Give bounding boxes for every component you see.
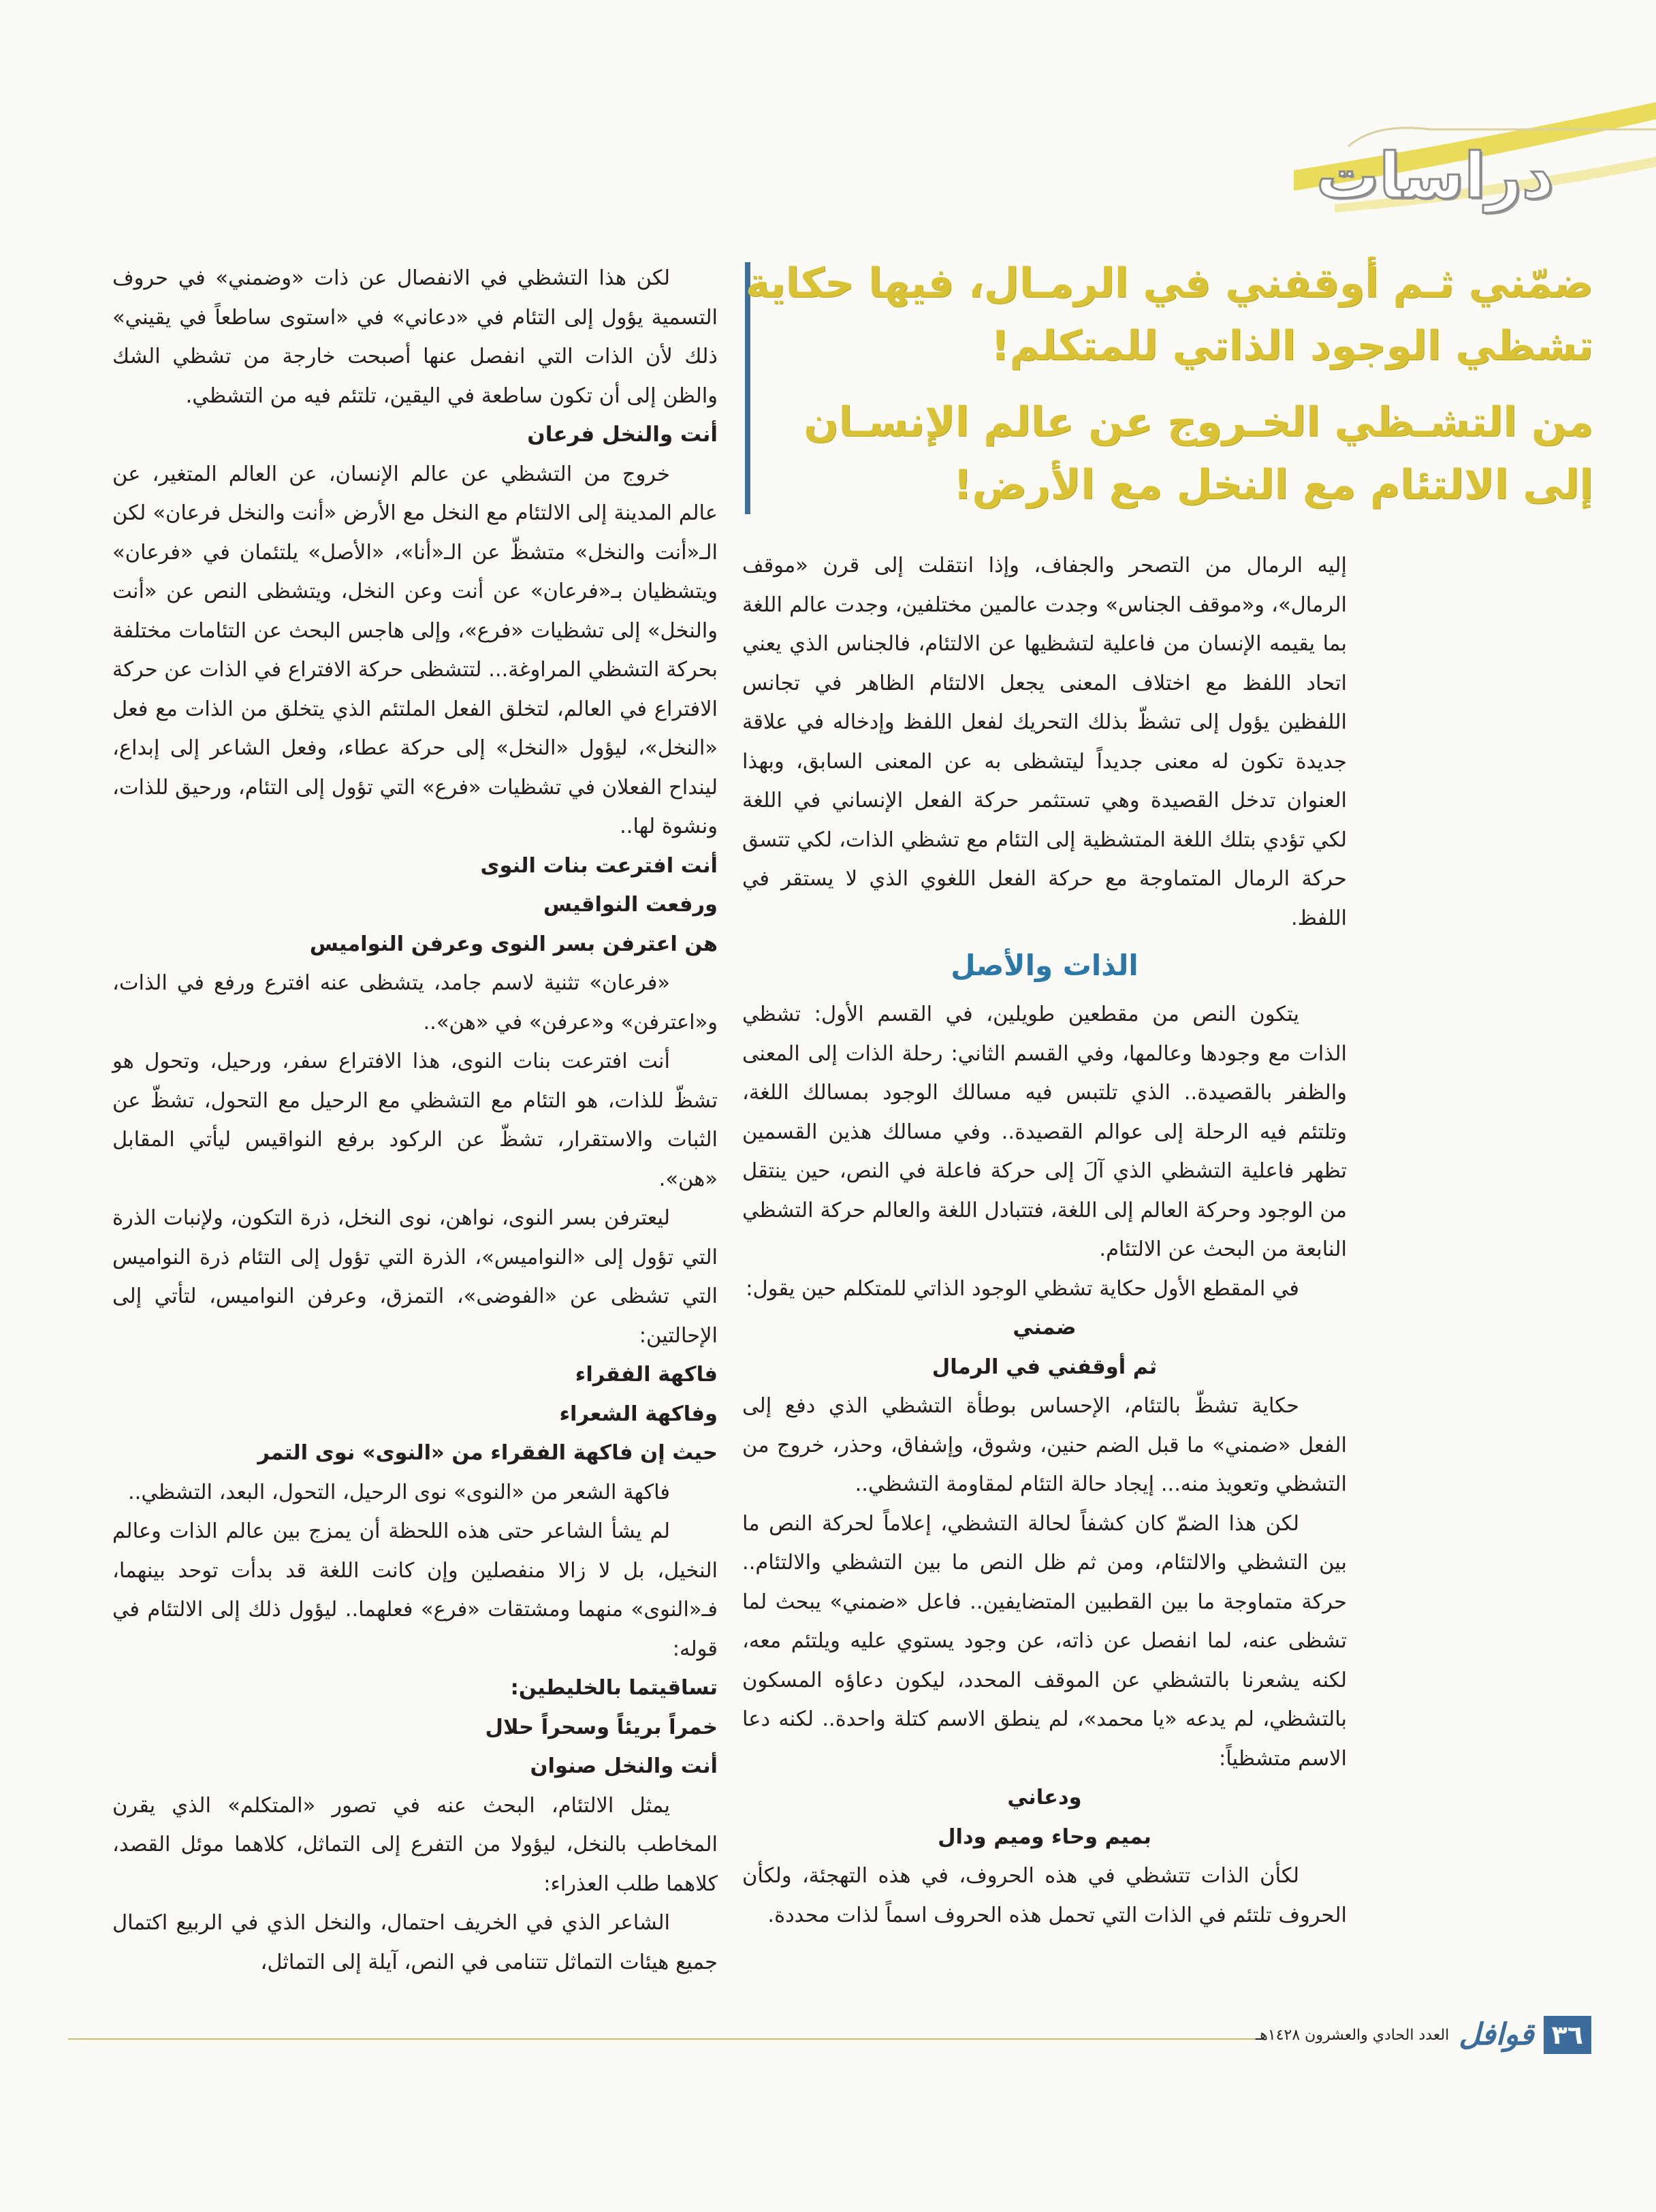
- verse-line: وفاكهة الشعراء: [559, 1402, 718, 1426]
- footer-divider: [68, 2038, 1267, 2040]
- headline-1: ضمّني ثـم أوقفني في الرمـال، فيها حكاية تشظي الوجود الذاتي للمتكلم!: [745, 259, 1593, 370]
- paragraph: يمثل الالتئام، البحث عنه في تصور «المتكلم» الذي يقرن المخاطب بالنخل، ليؤولا من التفرع إلى التماثل، كلاهما موئل القصد، كلاهما طلب العذراء:: [112, 1793, 718, 1896]
- paragraph: لكن هذا التشظي في الانفصال عن ذات «وضمني» في حروف التسمية يؤول إلى التئام في «دعاني» في «استوى ساطعاً في يقيني» ذلك لأن الذات التي انفصل عنها أصبحت خارجة من تشظي الشك والظن إلى أن تكون ساطعة في اليقين، تلتئم فيه من التشظي.: [112, 266, 718, 408]
- magazine-logo: قوافل: [1459, 2017, 1534, 2052]
- paragraph: حكاية تشظّ بالتئام، الإحساس بوطأة التشظي الذي دفع إلى الفعل «ضمني» ما قبل الضم حنين، وشوق، وإشفاق، وحذر، خروج من التشظي وتعويذ منه... إيجاد حالة التئام لمقاومة التشظي..: [742, 1394, 1347, 1496]
- verse-line: خمراً بريئاً وسحراً حلال: [485, 1715, 718, 1739]
- verse-line: هن اعترفن بسر النوى وعرفن النواميس: [309, 932, 718, 956]
- verse-line: أنت والنخل صنوان: [530, 1754, 718, 1778]
- paragraph: لم يشأ الشاعر حتى هذه اللحظة أن يمزج بين عالم الذات وعالم النخيل، بل لا زالا منفصلين وإن كانت اللغة قد بدأت توحد بينهما، فـ«النوى» منهما ومشتقات «فرع» فعلهما.. ليؤول ذلك إلى الالتئام في قوله:: [112, 1519, 718, 1661]
- paragraph: فاكهة الشعر من «النوى» نوى الرحيل، التحول، البعد، التشظي..: [127, 1480, 670, 1504]
- right-column: [742, 546, 1347, 1935]
- paragraph: أنت افترعت بنات النوى، هذا الافتراع سفر، ورحيل، وتحول هو تشظّ للذات، هو التئام مع التشظي مع الرحيل مع التحول، تشظّ عن الثبات والاستقرار، تشظّ عن الركود برفع النواقيس ليأتي المقابل «هن».: [112, 1049, 718, 1191]
- verse-line: أنت افترعت بنات النوى: [480, 853, 718, 878]
- paragraph: ليعترفن بسر النوى، نواهن، نوى النخل، ذرة التكون، ولإنبات الذرة التي تؤول إلى «النواميس»، الذرة التي تؤول إلى التئام ذرة النواميس التي تشظى عن «الفوضى»، التمزق، وعرفن النواميس، لتأتي إلى الإحالتين:: [112, 1206, 718, 1348]
- paragraph: «فرعان» تثنية لاسم جامد، يتشظى عنه افترع ورفع في الذات، و«اعترفن» و«عرفن» في «هن»..: [112, 971, 718, 1034]
- paragraph: خروج من التشظي عن عالم الإنسان، عن العالم المتغير، عن عالم المدينة إلى الالتئام مع النخل مع الأرض «أنت والنخل فرعان» لكن الـ«أنت والنخل» متشظّ عن الـ«أنا»، «الأصل» يلتئمان في «فرعان» ويتشظيان بـ«فرعان» عن أنت وعن النخل، ويتشظى النص عن «أنت والنخل» إلى تشظيات «فرع»، وإلى هاجس البحث عن التئامات مختلفة بحركة التشظي المراوغة... لتتشظى حركة الافتراع في الذات عن حركة الافتراع في العالم، لتخلق الفعل الملتئم الذي يتخلق من الذات مع فعل «النخل»، ليؤول «النخل» إلى حركة عطاء، وفعل الشاعر إلى إبداع، لينداح الفعلان في تشظيات «فرع» التي تؤول إلى التئام، ورحيق للذات، ونشوة لها..: [112, 462, 718, 838]
- paragraph: الشاعر الذي في الخريف احتمال، والنخل الذي في الربيع اكتمال جميع هيئات التماثل تتنامى في النص، آيلة إلى التماثل،: [112, 1911, 718, 1974]
- paragraph: في المقطع الأول حكاية تشظي الوجود الذاتي للمتكلم حين يقول:: [746, 1276, 1299, 1301]
- headline-block: [742, 252, 1593, 530]
- page-number: ٣٦: [1544, 2016, 1591, 2054]
- verse-line: ضمني: [1013, 1316, 1077, 1340]
- headline-2: من التشـظي الخـروج عن عالم الإنسـان إلى الالتئام مع النخل مع الأرض!: [803, 398, 1593, 509]
- verse-line: ثم أوقفني في الرمال: [932, 1355, 1158, 1379]
- verse-line: تساقيتما بالخليطين:: [510, 1676, 718, 1700]
- paragraph: إليه الرمال من التصحر والجفاف، وإذا انتقلت إلى قرن «موقف الرمال»، و«موقف الجناس» وجدت عالمين مختلفين، وجدت عالم اللغة بما يقيمه الإنسان من فاعلية لتشظيها عن الالتئام، فالجناس الذي يعني اتحاد اللفظ مع اختلاف المعنى يجعل الالتئام الظاهر في تجانس اللفظين يؤول إلى تشظّ بذلك التحريك لفعل اللفظ وإدخاله في علاقة جديدة تكون له معنى جديداً ليتشظى به عن المعنى السابق، وبهذا العنوان تدخل القصيدة وهي تستثمر حركة الفعل الإنساني في اللغة لكي تؤدي بتلك اللغة المتشظية إلى التئام مع تشظي الذات، لكي تتسق حركة الرمال المتماوجة مع حركة الفعل اللغوي الذي لا يستقر في اللفظ.: [742, 554, 1347, 930]
- paragraph: لكأن الذات تتشظي في هذه الحروف، في هذه التهجئة، ولكأن الحروف تلتئم في الذات التي تحمل هذه الحروف اسماً لذات محددة.: [742, 1864, 1347, 1927]
- verse-line: بميم وحاء وميم ودال: [938, 1824, 1151, 1849]
- section-label: دراسات: [1316, 140, 1554, 212]
- paragraph: لكن هذا الضمّ كان كشفاً لحالة التشظي، إعلاماً لحركة النص ما بين التشظي والالتئام، ومن ثم ظل النص ما بين التشظي والالتئام.. حركة متماوجة ما بين القطبين المتضايفين.. فاعل «ضمني» يبحث لما تشظى عنه، لما انفصل عن ذاته، عن وجود يستوي عليه ويلتئم معه، لكنه يشعرنا بالتشظي عن الموقف المحدد، ليكون دعاؤه المسكون بالتشظي، لم يدعه «يا محمد»، لم ينطق الاسم كتلة واحدة.. لكنه دعا الاسم متشظياً:: [742, 1511, 1347, 1771]
- page-footer: [1256, 2016, 1591, 2054]
- left-column: [112, 259, 718, 1982]
- verse-line: حيث إن فاكهة الفقراء من «النوى» نوى التمر: [257, 1441, 718, 1465]
- paragraph: يتكون النص من مقطعين طويلين، في القسم الأول: تشظي الذات مع وجودها وعالمها، وفي القسم الثاني: رحلة الذات إلى المعنى والظفر بالقصيدة.. الذي تلتبس فيه مسالك الوجود بمسالك اللغة، وتلتئم فيه الرحلة إلى عوالم القصيدة.. وفي مسالك هذين القسمين تظهر فاعلية التشظي الذي آلَ إلى حركة فاعلة في النص، حين ينتقل من الوجود وحركة العالم إلى اللغة، فتتبادل اللغة والعالم حركة التشظي النابعة من البحث عن الالتئام.: [742, 1002, 1347, 1261]
- subheading: الذات والأصل: [951, 949, 1138, 982]
- verse-heading: أنت والنخل فرعان: [527, 422, 718, 447]
- verse-line: ورفعت النواقيس: [543, 893, 718, 917]
- verse-line: ودعاني: [1007, 1786, 1082, 1810]
- issue-label: العدد الحادي والعشرون ١٤٢٨هـ: [1255, 2026, 1450, 2044]
- verse-line: فاكهة الفقراء: [575, 1363, 718, 1387]
